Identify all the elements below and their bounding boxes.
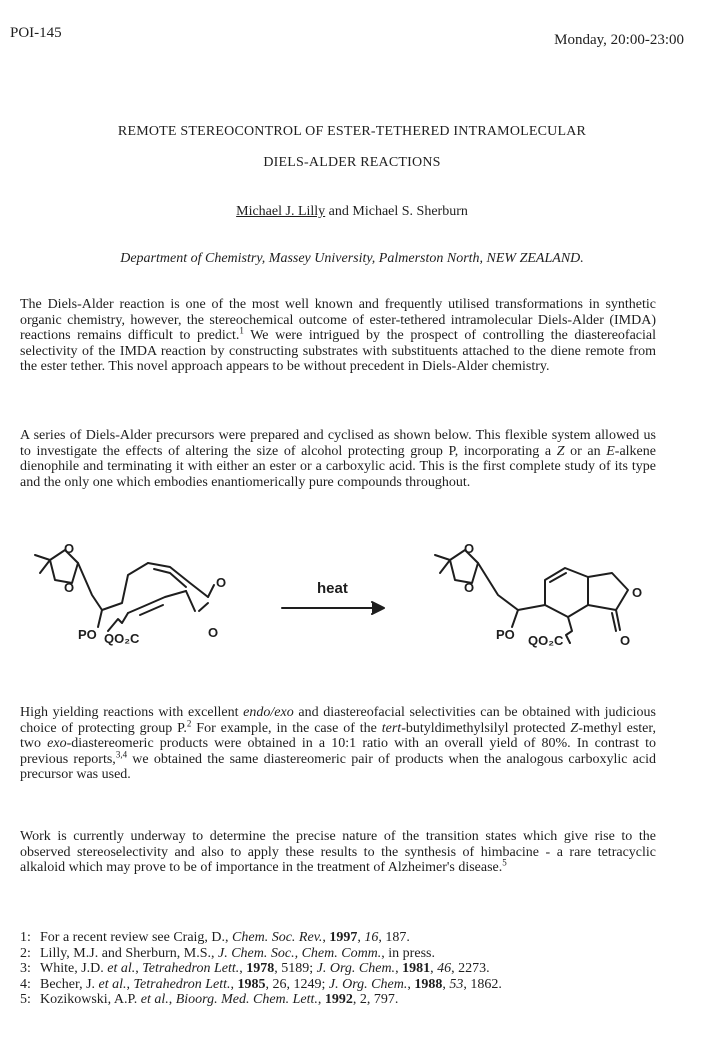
reaction-scheme xyxy=(20,535,680,665)
left-chain xyxy=(78,563,102,610)
right-o-lactone-label: O xyxy=(632,585,643,600)
right-lactone xyxy=(588,573,628,610)
references-list xyxy=(20,930,680,1008)
right-o-ring-label: O xyxy=(464,541,475,556)
left-diene-double xyxy=(154,569,186,587)
left-dienophile xyxy=(128,591,186,613)
left-po-label: PO xyxy=(78,627,97,642)
session-time: Monday, 20:00-23:00 xyxy=(554,32,684,48)
left-wavy xyxy=(108,613,128,631)
right-ring-double xyxy=(550,573,566,582)
left-carbonyl-bond xyxy=(186,591,195,611)
reference-item: 5: Kozikowski, A.P. et al., Bioorg. Med. Chem. Lett., 1992, 2, 797. xyxy=(20,992,399,1007)
co-author: Michael S. Sherburn xyxy=(352,204,468,219)
authors xyxy=(0,204,704,220)
reference-item: 4: Becher, J. et al., Tetrahedron Lett., 1985, 26, 1249; J. Org. Chem., 1988, 53, 1862. xyxy=(20,976,502,992)
right-po-label: PO xyxy=(496,627,515,642)
arrow-label: heat xyxy=(317,580,348,597)
title-line-1: REMOTE STEREOCONTROL OF ESTER-TETHERED INTRAMOLECULAR xyxy=(117,124,587,139)
right-wavy xyxy=(566,617,572,643)
right-chain xyxy=(478,563,518,610)
affiliation: Department of Chemistry, Massey University, Palmerston North, NEW ZEALAND. xyxy=(120,251,584,266)
author-separator: and xyxy=(325,204,353,219)
paragraph-future-work: Work is currently underway to determine the precise nature of the transition states which give rise to the observed stereoselectivity and also to apply these results to the synthesis of himbacine - a rare tetracyclic alkaloid which may prove to be of importance in the treatment of Alzheimer's disease.$^5$ xyxy=(20,829,656,875)
reference-item: 3: White, J.D. et al., Tetrahedron Lett., 1978, 5189; J. Org. Chem., 1981, 46, 2273. xyxy=(20,961,490,976)
left-ester-o xyxy=(208,585,214,597)
reference-item: 2: Lilly, M.J. and Sherburn, M.S., J. Chem. Soc., Chem. Comm., in press. xyxy=(20,945,435,961)
presenting-author: Michael J. Lilly xyxy=(236,204,326,219)
left-o-carbonyl-label: O xyxy=(208,625,219,640)
poster-code: POI-145 xyxy=(10,25,62,41)
left-qo2c-label: QO₂C xyxy=(104,631,140,646)
left-o-ring2-label: O xyxy=(64,580,75,595)
right-po-bond xyxy=(512,610,518,627)
right-carbonyl-bond xyxy=(616,610,620,630)
right-o-ring2-label: O xyxy=(464,580,475,595)
left-o-ring-label: O xyxy=(64,541,75,556)
paragraph-results: High yielding reactions with excellent endo/exo and diastereofacial selectivities can be obtained with judicious choice of protecting group P.$^2$ For example, in the case of the tert-butyldimethylsilyl protected Z-methyl ester, two exo-diastereomeric products were obtained in a 10:1 ratio with an overall yield of 80%. In contrast to previous reports,$^{3,4}$ we obtained the same diastereomeric pair of products when the analogous carboxylic acid precursor was used. xyxy=(20,705,656,782)
title-line-2: DIELS-ALDER REACTIONS xyxy=(263,155,441,170)
paragraph-introduction: The Diels-Alder reaction is one of the most well known and frequently utilised transformations in synthetic organic chemistry, however, the stereochemical outcome of ester-tethered intramolecular Diels-Alder (IMDA) reactions remains difficult to predict.$^1$ We were intrigued by the prospect of controlling the diastereofacial selectivity of the IMDA reaction by constructing substrates with substituents attached to the diene remote from the ester tether. This novel approach appears to be without precedent in Diels-Alder chemistry. xyxy=(20,297,656,374)
right-o-carbonyl-label: O xyxy=(620,633,631,648)
right-cyclohexene xyxy=(545,568,588,617)
arrow-head xyxy=(372,602,384,614)
left-po-bond xyxy=(98,610,102,627)
reference-item: 1: For a recent review see Craig, D., Chem. Soc. Rev., 1997, 16, 187. xyxy=(20,930,410,945)
right-qo2c-label: QO₂C xyxy=(528,633,564,648)
left-diene-1 xyxy=(102,563,148,610)
right-link xyxy=(518,605,545,610)
paragraph-substrates: A series of Diels-Alder precursors were prepared and cyclised as shown below. This flexible system allowed us to investigate the effects of altering the size of alcohol protecting group P, incorporating a Z or an E-alkene dienophile and terminating it with either an ester or a carboxylic acid. This is the first complete study of its type and the only one which embodies enantiomerically pure compounds throughout. xyxy=(20,428,656,490)
left-o-lactone-label: O xyxy=(216,575,227,590)
